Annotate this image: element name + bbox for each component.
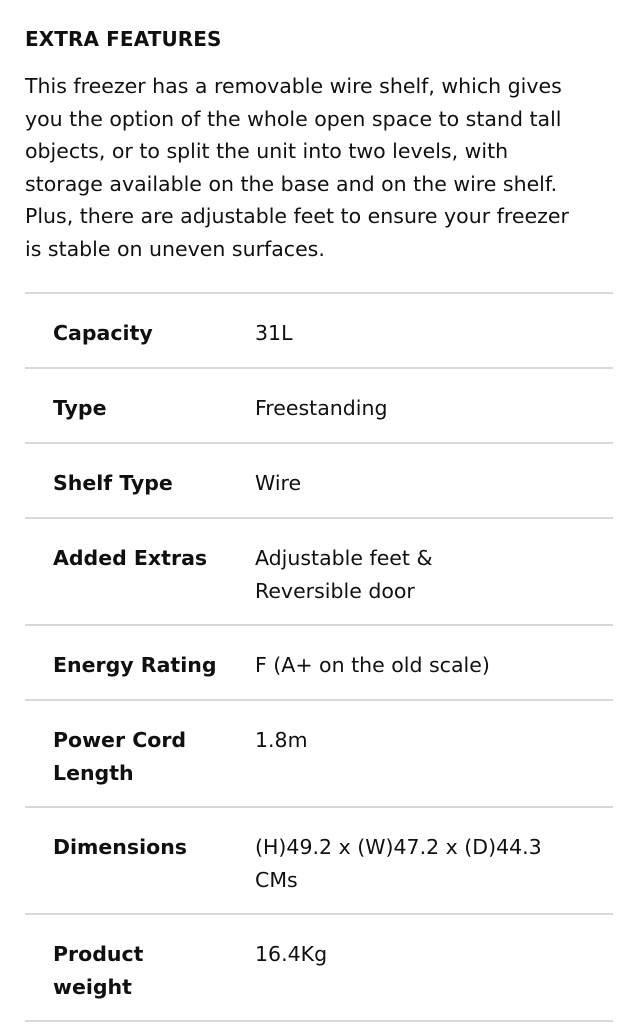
spec-row-dimensions [25, 808, 613, 915]
spec-label: Type [53, 396, 107, 420]
spec-label: Energy Rating [53, 653, 217, 677]
spec-value: (H)49.2 x (W)47.2 x (D)44.3 CMs [255, 835, 542, 892]
spec-label: Power Cord Length [53, 728, 187, 785]
spec-value: Freestanding [255, 396, 388, 420]
spec-label: Dimensions [53, 835, 188, 859]
spec-row-added-extras [25, 519, 613, 626]
spec-label: Capacity [53, 321, 153, 345]
spec-row-shelf-type [25, 444, 613, 519]
spec-table [25, 292, 613, 1022]
spec-label: Added Extras [53, 546, 208, 570]
spec-label: Product weight [53, 942, 144, 999]
spec-row-type [25, 369, 613, 444]
spec-row-energy-rating [25, 626, 613, 701]
description-text: This freezer has a removable wire shelf, which gives you the option of the whole open space to stand tall objects, or to split the unit into two levels, with storage available on the base and on the wire shelf. Plus, there are adjustable feet to ensure your freezer is stable on uneven surfaces. [25, 74, 569, 261]
spec-label: Shelf Type [53, 471, 173, 495]
spec-value: Adjustable feet & Reversible door [255, 546, 433, 603]
spec-row-product-weight [25, 915, 613, 1022]
spec-value: F (A+ on the old scale) [255, 653, 490, 677]
spec-value: Wire [255, 471, 302, 495]
spec-row-capacity [25, 294, 613, 369]
spec-value: 31L [255, 321, 293, 345]
spec-row-power-cord-length [25, 701, 613, 808]
spec-value: 1.8m [255, 728, 308, 752]
spec-value: 16.4Kg [255, 942, 328, 966]
section-heading: EXTRA FEATURES [25, 27, 222, 51]
